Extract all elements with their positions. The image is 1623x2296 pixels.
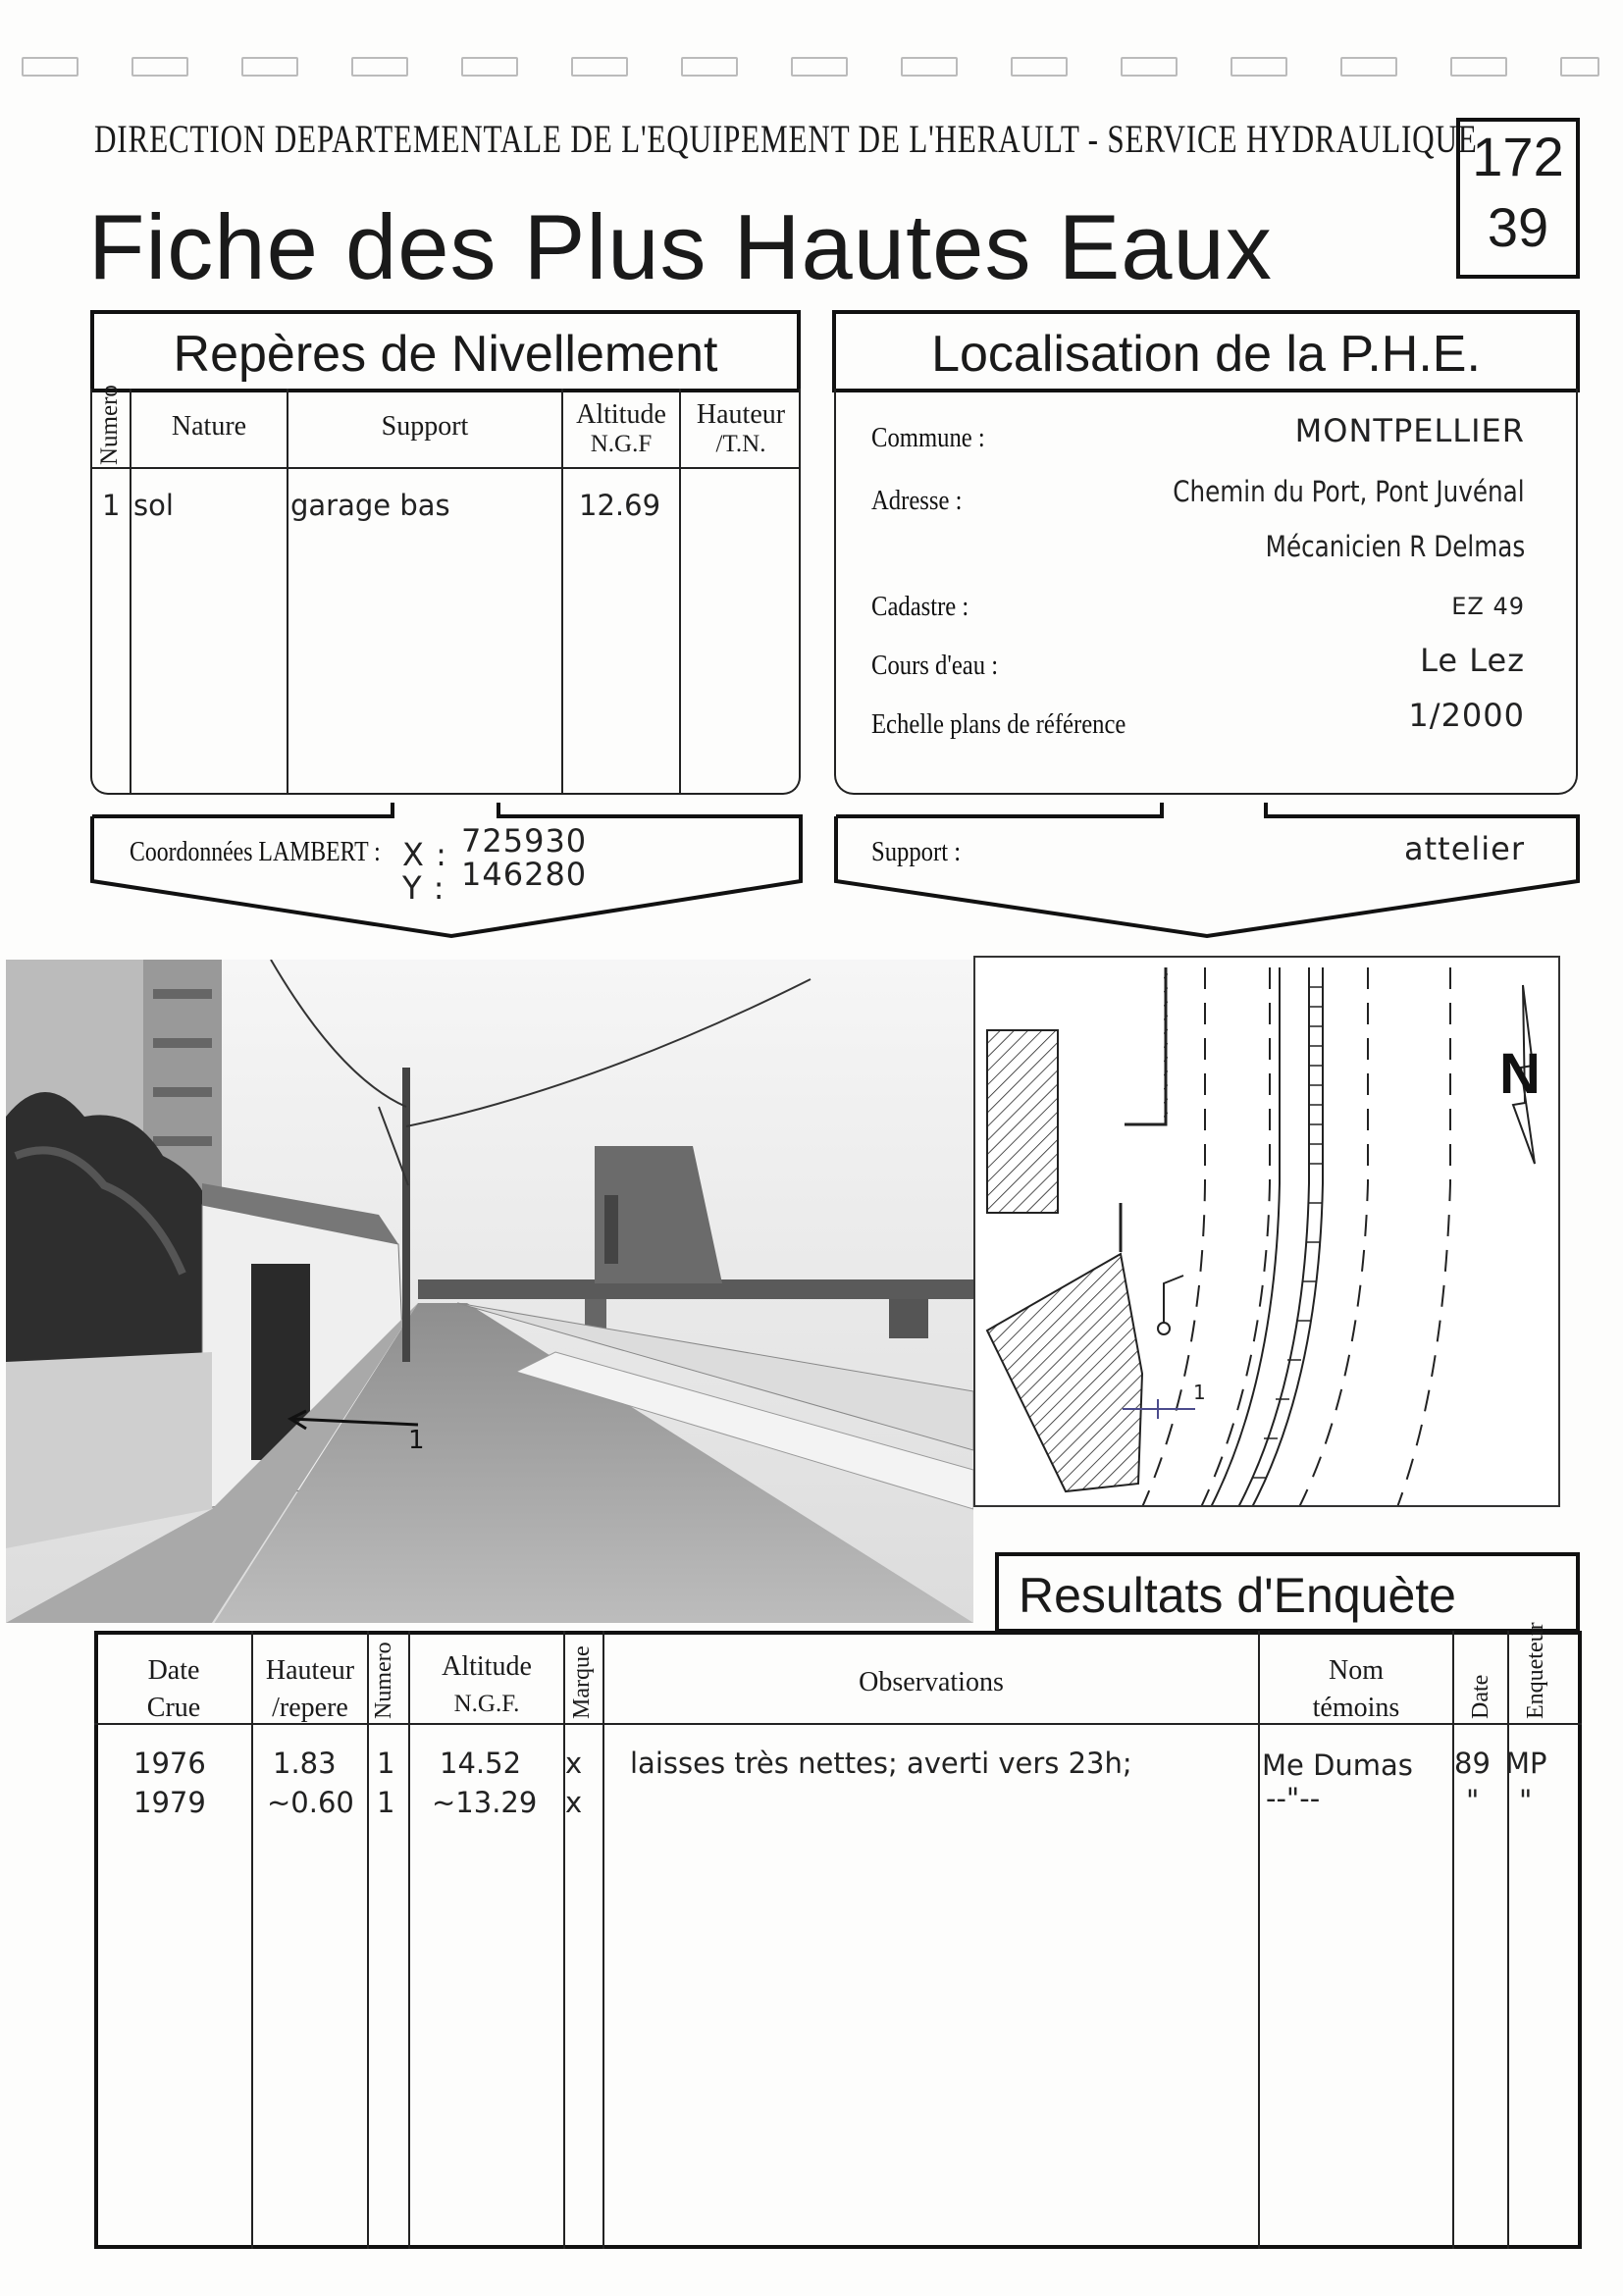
photo-marker-label: 1 xyxy=(408,1426,425,1455)
reperes-row-altitude: 12.69 xyxy=(579,489,661,522)
adresse-label: Adresse : xyxy=(871,485,963,516)
resultats-col-nom-l2: témoins xyxy=(1312,1693,1400,1723)
row2-marque: x xyxy=(565,1786,583,1819)
resultats-col-hauteur-l2: /repere xyxy=(272,1693,348,1723)
reperes-row-nature: sol xyxy=(133,489,174,522)
resultats-col-numero: Numero xyxy=(371,1642,396,1719)
reperes-col-altitude-l2: N.G.F xyxy=(590,431,653,457)
row1-date-enquete: 89 xyxy=(1454,1747,1491,1780)
adresse-line1: Chemin du Port, Pont Juvénal xyxy=(1173,475,1525,508)
reperes-col-hauteur-l1: Hauteur xyxy=(696,399,786,430)
row2-nom: --"-- xyxy=(1266,1782,1321,1815)
reference-bottom: 39 xyxy=(1487,196,1549,258)
reperes-row-numero: 1 xyxy=(102,489,121,522)
row1-numero: 1 xyxy=(377,1747,395,1780)
site-map xyxy=(973,956,1560,1507)
row1-altitude: 14.52 xyxy=(440,1747,522,1780)
resultats-title-box xyxy=(995,1552,1580,1633)
resultats-col-marque: Marque xyxy=(569,1645,595,1719)
resultats-col-nom-l1: Nom xyxy=(1329,1655,1384,1686)
resultats-col-date-l1: Date xyxy=(147,1655,200,1686)
localisation-title-box xyxy=(832,310,1580,392)
support-label: Support : xyxy=(871,836,962,867)
cours-label: Cours d'eau : xyxy=(871,650,999,681)
cadastre-label: Cadastre : xyxy=(871,591,969,622)
lambert-x-value: 725930 xyxy=(461,822,588,860)
lambert-x-label: X : xyxy=(402,836,447,873)
lambert-y-value: 146280 xyxy=(461,856,588,893)
site-photo xyxy=(6,960,973,1623)
row2-altitude: ~13.29 xyxy=(432,1786,538,1819)
row1-hauteur: 1.83 xyxy=(273,1747,337,1780)
localisation-title: Localisation de la P.H.E. xyxy=(931,326,1481,383)
resultats-col-altitude-l2: N.G.F. xyxy=(453,1691,520,1717)
echelle-label: Echelle plans de référence xyxy=(871,708,1126,740)
row1-observations: laisses très nettes; averti vers 23h; xyxy=(630,1747,1132,1780)
adresse-line2: Mécanicien R Delmas xyxy=(1265,530,1525,563)
cadastre-value: EZ 49 xyxy=(1451,593,1525,620)
map-marker-label: 1 xyxy=(1193,1381,1206,1404)
commune-label: Commune : xyxy=(871,422,985,453)
row2-enqueteur: " xyxy=(1519,1784,1533,1817)
north-label: N xyxy=(1499,1042,1541,1106)
resultats-col-observations: Observations xyxy=(859,1667,1004,1697)
reperes-col-numero: Numero xyxy=(96,385,123,465)
lambert-y-label: Y : xyxy=(402,869,445,907)
resultats-title: Resultats d'Enquète xyxy=(1019,1568,1456,1623)
row1-nom: Me Dumas xyxy=(1262,1748,1413,1782)
reperes-col-support: Support xyxy=(381,411,469,442)
resultats-col-hauteur-l1: Hauteur xyxy=(265,1655,355,1686)
reperes-col-nature: Nature xyxy=(171,411,247,442)
resultats-col-date-l2: Crue xyxy=(146,1693,201,1723)
support-value: attelier xyxy=(1403,830,1525,867)
page-title: Fiche des Plus Hautes Eaux xyxy=(88,195,1273,298)
reference-box xyxy=(1456,118,1580,279)
row1-date: 1976 xyxy=(133,1747,206,1780)
commune-value: MONTPELLIER xyxy=(1294,412,1525,449)
reperes-col-altitude-l1: Altitude xyxy=(576,399,666,430)
site-photo-drawing xyxy=(6,960,973,1623)
reperes-title-box xyxy=(90,310,801,392)
row2-hauteur: ~0.60 xyxy=(267,1786,354,1819)
reperes-col-hauteur-l2: /T.N. xyxy=(715,431,766,457)
reference-top: 172 xyxy=(1472,126,1564,187)
site-map-drawing xyxy=(975,958,1558,1505)
row1-enqueteur: MP xyxy=(1505,1747,1547,1780)
resultats-col-date: Date xyxy=(1468,1674,1493,1719)
row2-numero: 1 xyxy=(377,1786,395,1819)
cours-value: Le Lez xyxy=(1420,642,1525,679)
reperes-title: Repères de Nivellement xyxy=(173,326,718,383)
reperes-row-support: garage bas xyxy=(290,489,450,522)
row2-date: 1979 xyxy=(133,1786,206,1819)
resultats-col-enqueteur: Enqueteur xyxy=(1523,1622,1548,1719)
row2-date-enquete: " xyxy=(1466,1784,1480,1817)
row1-marque: x xyxy=(565,1747,583,1780)
resultats-col-altitude-l1: Altitude xyxy=(442,1651,532,1682)
echelle-value: 1/2000 xyxy=(1408,697,1525,734)
agency-header: DIRECTION DEPARTEMENTALE DE L'EQUIPEMENT DE L'HERAULT - SERVICE HYDRAULIQUE xyxy=(94,117,1478,161)
lambert-label: Coordonnées LAMBERT : xyxy=(130,836,381,867)
